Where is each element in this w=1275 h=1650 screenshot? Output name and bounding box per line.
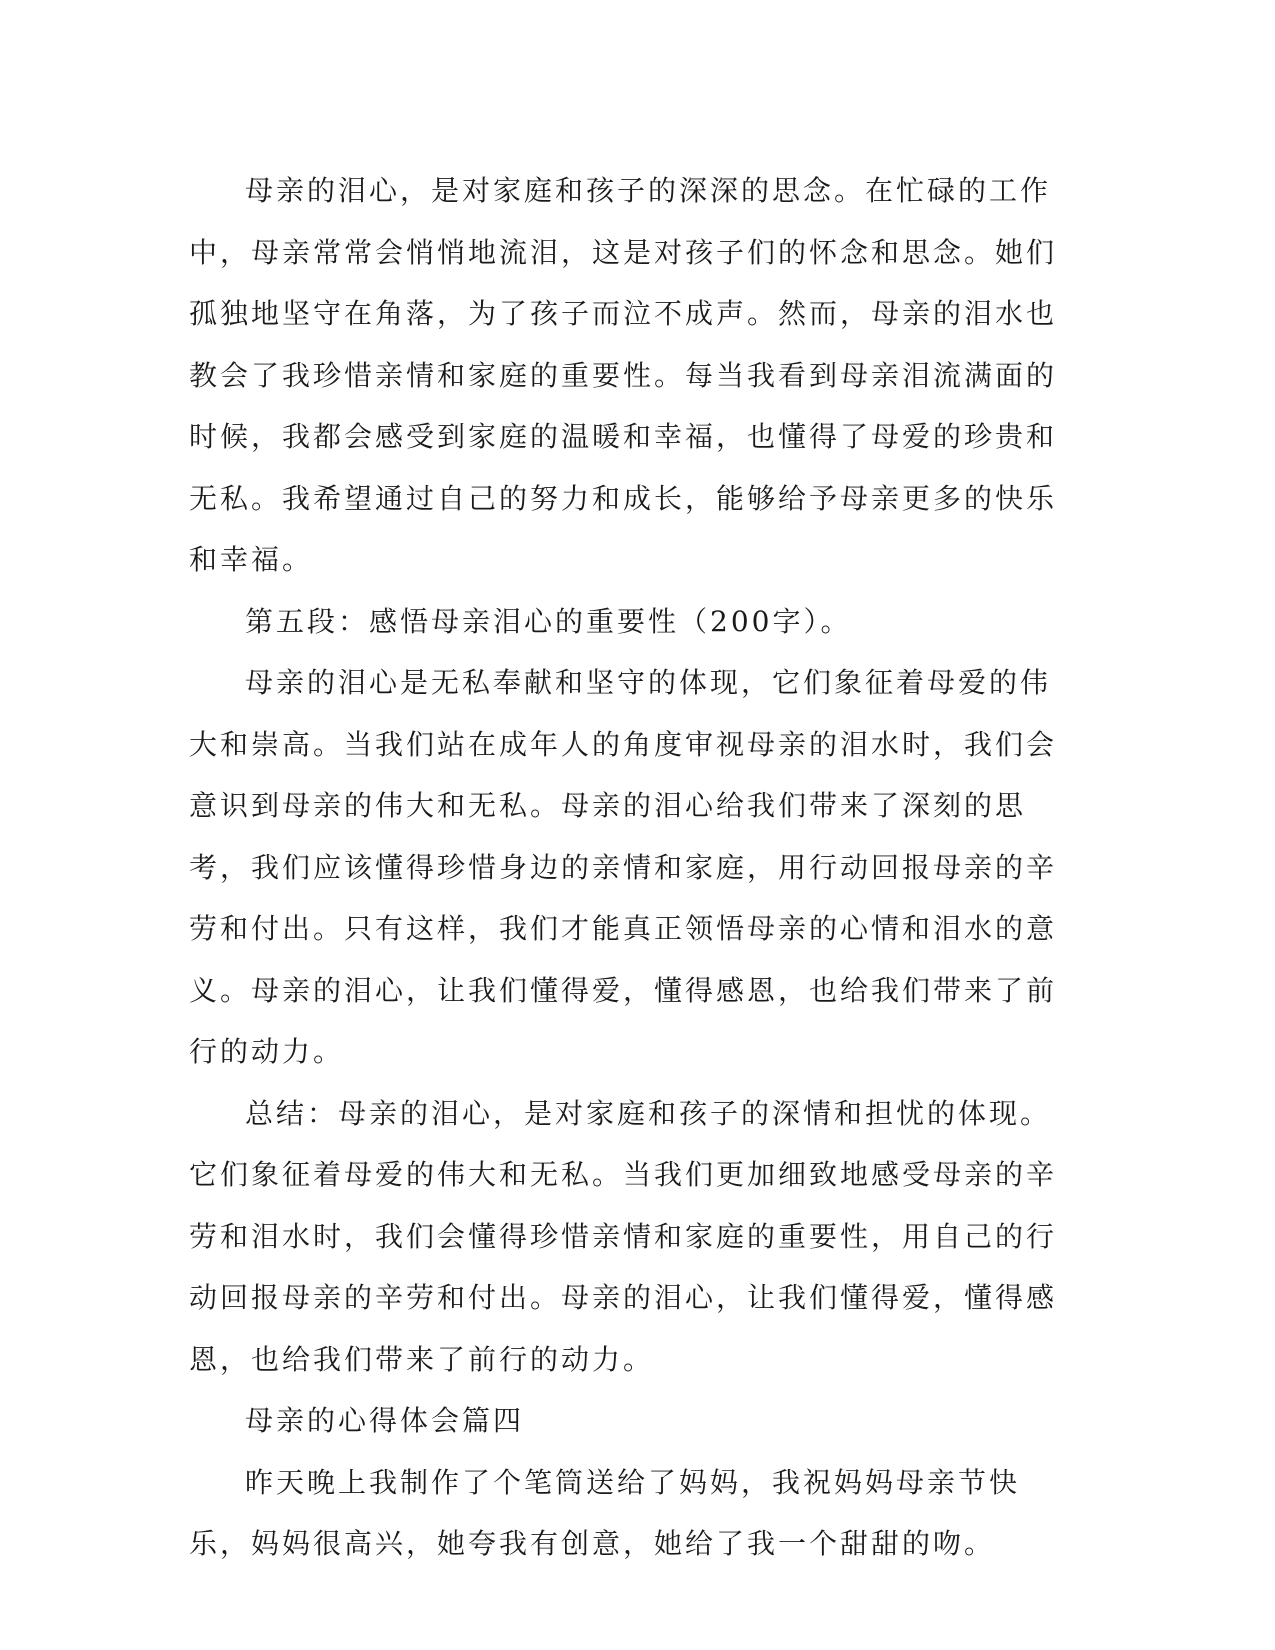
section-heading-five: 第五段：感悟母亲泪心的重要性（200字）。 [245, 604, 852, 638]
paragraph-pen-holder: 昨天晚上我制作了个笔筒送给了妈妈，我祝妈妈母亲节快乐，妈妈很高兴，她夸我有创意，她给了我一个甜甜的吻。 [189, 1465, 1021, 1560]
document-body [189, 160, 1069, 1575]
paragraph-tears-meaning: 母亲的泪心，是对家庭和孩子的深深的思念。在忙碌的工作中，母亲常常会悄悄地流泪，这是对孩子们的怀念和思念。她们孤独地坚守在角落，为了孩子而泣不成声。然而，母亲的泪水也教会了我珍惜亲情和家庭的重要性。每当我看到母亲泪流满面的时候，我都会感受到家庭的温暖和幸福，也懂得了母爱的珍贵和无私。我希望通过自己的努力和成长，能够给予母亲更多的快乐和幸福。 [189, 174, 1058, 576]
paragraph-summary: 总结：母亲的泪心，是对家庭和孩子的深情和担忧的体现。它们象征着母爱的伟大和无私。当我们更加细致地感受母亲的辛劳和泪水时，我们会懂得珍惜亲情和家庭的重要性，用自己的行动回报母亲的辛劳和付出。母亲的泪心，让我们懂得爱，懂得感恩，也给我们带来了前行的动力。 [189, 1096, 1058, 1376]
paragraph-importance: 母亲的泪心是无私奉献和坚守的体现，它们象征着母爱的伟大和崇高。当我们站在成年人的角度审视母亲的泪水时，我们会意识到母亲的伟大和无私。母亲的泪心给我们带来了深刻的思考，我们应该懂得珍惜身边的亲情和家庭，用行动回报母亲的辛劳和付出。只有这样，我们才能真正领悟母亲的心情和泪水的意义。母亲的泪心，让我们懂得爱，懂得感恩，也给我们带来了前行的动力。 [189, 666, 1058, 1068]
chapter-title-four: 母亲的心得体会篇四 [245, 1404, 525, 1437]
